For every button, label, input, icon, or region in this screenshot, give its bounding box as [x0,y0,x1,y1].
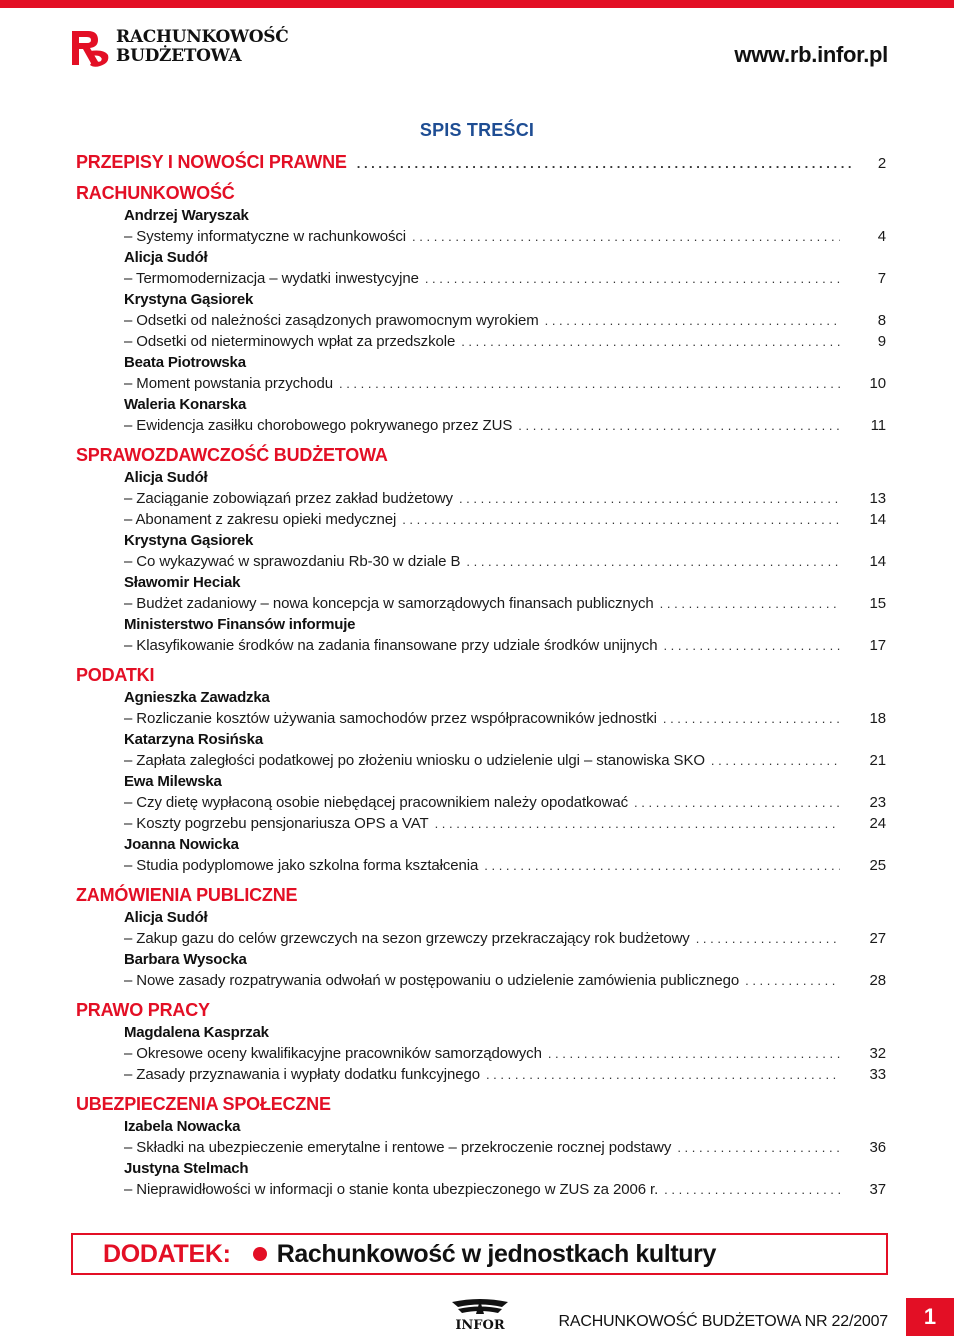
entry-page-number: 28 [869,972,886,989]
website-url[interactable]: www.rb.infor.pl [734,42,888,67]
leader-dots [466,551,840,572]
entry-title: – Moment powstania przychodu [124,375,333,392]
section-heading: UBEZPIECZENIA SPOŁECZNE [76,1094,331,1114]
logo-line2: BUDŻETOWA [116,46,242,66]
toc-entry[interactable] [76,551,886,572]
author-name: Waleria Konarska [124,396,247,413]
entry-page-number: 14 [869,553,886,570]
leader-dots [548,1043,840,1064]
section-heading[interactable] [76,150,886,174]
toc-entry[interactable] [76,970,886,991]
author-name: Alicja Sudół [124,469,208,486]
section-heading: SPRAWOZDAWCZOŚĆ BUDŻETOWA [76,445,388,465]
section-title: PRZEPISY I NOWOŚCI PRAWNE [76,152,347,172]
section-heading: ZAMÓWIENIA PUBLICZNE [76,885,298,905]
entry-page-number: 21 [869,752,886,769]
author-name: Andrzej Waryszak [124,207,249,224]
leader-dots [745,970,840,991]
author-name: Joanna Nowicka [124,836,239,853]
entry-title: – Klasyfikowanie środków na zadania finansowane przy udziale środków unijnych [124,637,658,654]
entry-page-number: 24 [869,815,886,832]
author-name: Barbara Wysocka [124,951,247,968]
leader-dots [402,509,840,530]
leader-dots [664,1179,840,1200]
leader-dots [518,415,840,436]
toc-entry[interactable] [76,226,886,247]
entry-page-number: 9 [877,333,886,350]
toc-entry[interactable] [76,750,886,771]
section-heading: PRAWO PRACY [76,1000,210,1020]
author-name: Krystyna Gąsiorek [124,532,254,549]
entry-page-number: 23 [869,794,886,811]
entry-page-number: 27 [869,930,886,947]
author-name: Justyna Stelmach [124,1160,249,1177]
author-name: Krystyna Gąsiorek [124,291,254,308]
leader-dots [425,268,840,289]
entry-page-number: 4 [877,228,886,245]
issue-label: RACHUNKOWOŚĆ BUDŻETOWA NR 22/2007 [558,1313,888,1330]
author-name: Ewa Milewska [124,773,222,790]
bullet-dot-icon [253,1247,267,1261]
entry-title: – Składki na ubezpieczenie emerytalne i rentowe – przekroczenie rocznej podstawy [124,1139,672,1156]
entry-title: – Odsetki od należności zasądzonych prawomocnym wyrokiem [124,312,539,329]
author-name: Beata Piotrowska [124,354,246,371]
entry-title: – Abonament z zakresu opieki medycznej [124,511,397,528]
toc-entry[interactable] [76,373,886,394]
toc-entry[interactable] [76,1137,886,1158]
entry-page-number: 11 [870,417,886,434]
leader-dots [660,593,840,614]
leader-dots [339,373,840,394]
leader-dots [545,310,840,331]
author-name: Alicja Sudół [124,249,208,266]
leader-dots [459,488,840,509]
entry-page-number: 18 [869,710,886,727]
toc-entry[interactable] [76,635,886,656]
entry-title: – Zaciąganie zobowiązań przez zakład budżetowy [124,490,453,507]
author-name: Alicja Sudół [124,909,208,926]
entry-page-number: 33 [869,1066,886,1083]
entry-title: – Budżet zadaniowy – nowa koncepcja w samorządowych finansach publicznych [124,595,654,612]
entry-page-number: 7 [877,270,886,287]
toc-entry[interactable] [76,415,886,436]
supplement-box [71,1233,888,1275]
toc-entry[interactable] [76,1064,886,1085]
leader-dots [484,855,840,876]
author-name: Izabela Nowacka [124,1118,241,1135]
entry-title: – Ewidencja zasiłku chorobowego pokrywanego przez ZUS [124,417,513,434]
entry-title: – Nieprawidłowości w informacji o stanie konta ubezpieczonego w ZUS za 2006 r. [124,1181,659,1198]
toc-entry[interactable] [76,928,886,949]
author-name: Magdalena Kasprzak [124,1024,269,1041]
section-page-number: 2 [877,155,886,172]
toc-entry[interactable] [76,708,886,729]
magazine-logo [70,24,289,70]
entry-title: – Rozliczanie kosztów używania samochodów przez współpracowników jednostki [124,710,657,727]
supplement-title: Rachunkowość w jednostkach kultury [276,1239,716,1268]
entry-page-number: 32 [869,1045,886,1062]
entry-title: – Czy dietę wypłaconą osobie niebędącej pracownikiem należy opodatkować [124,794,629,811]
rb-logo-icon [70,25,110,69]
author-name: Sławomir Heciak [124,574,241,591]
entry-page-number: 25 [869,857,886,874]
entry-title: – Zakup gazu do celów grzewczych na sezon grzewczy przekraczający rok budżetowy [124,930,690,947]
leader-dots [711,750,840,771]
entry-title: – Nowe zasady rozpatrywania odwołań w postępowaniu o udzielenie zamówienia publicznego [124,972,740,989]
logo-line1: RACHUNKOWOŚĆ [116,27,289,47]
supplement-label: DODATEK: [103,1239,231,1268]
entry-title: – Odsetki od nieterminowych wpłat za przedszkole [124,333,456,350]
toc-entry[interactable] [76,509,886,530]
entry-title: – Studia podyplomowe jako szkolna forma kształcenia [124,857,479,874]
entry-title: – Okresowe oceny kwalifikacyjne pracowników samorządowych [124,1045,542,1062]
leader-dots [677,1137,840,1158]
logo-wordmark [116,28,289,66]
toc-entry[interactable] [76,1043,886,1064]
toc-entry[interactable] [76,792,886,813]
entry-title: – Co wykazywać w sprawozdaniu Rb-30 w dziale B [124,553,461,570]
entry-title: – Zapłata zaległości podatkowej po złożeniu wniosku o udzielenie ulgi – stanowiska SKO [124,752,705,769]
leader-dots [486,1064,840,1085]
toc-title: SPIS TREŚCI [419,120,535,140]
section-heading: RACHUNKOWOŚĆ [76,183,235,203]
leader-dots [634,792,840,813]
toc-entry[interactable] [76,310,886,331]
entry-title: – Zasady przyznawania i wypłaty dodatku funkcyjnego [124,1066,480,1083]
entry-title: – Termomodernizacja – wydatki inwestycyjne [124,270,419,287]
leader-dots [663,635,840,656]
toc-entry[interactable] [76,268,886,289]
entry-title: – Koszty pogrzebu pensjonariusza OPS a VAT [124,815,429,832]
author-name: Ministerstwo Finansów informuje [124,616,356,633]
section-heading: PODATKI [76,665,155,685]
entry-page-number: 13 [869,490,886,507]
page-number: 1 [906,1298,954,1336]
toc-entry[interactable] [76,1179,886,1200]
toc-entry[interactable] [76,593,886,614]
leader-dots [663,708,840,729]
entry-page-number: 14 [869,511,886,528]
leader-dots [461,331,840,352]
entry-page-number: 17 [869,637,886,654]
entry-page-number: 15 [869,595,886,612]
author-name: Agnieszka Zawadzka [124,689,270,706]
entry-page-number: 8 [877,312,886,329]
entry-page-number: 10 [869,375,886,392]
leader-dots [435,813,840,834]
toc-entry[interactable] [76,488,886,509]
leader-dots [357,152,856,176]
author-name: Katarzyna Rosińska [124,731,263,748]
top-red-bar [0,0,954,8]
entry-title: – Systemy informatyczne w rachunkowości [124,228,407,245]
entry-page-number: 37 [869,1181,886,1198]
leader-dots [412,226,840,247]
publisher-name: INFOR [455,1318,505,1332]
toc-entry[interactable] [76,813,886,834]
infor-logo-icon [444,1298,516,1332]
leader-dots [696,928,840,949]
table-of-contents [76,150,886,1200]
toc-entry[interactable] [76,331,886,352]
toc-entry[interactable] [76,855,886,876]
entry-page-number: 36 [869,1139,886,1156]
